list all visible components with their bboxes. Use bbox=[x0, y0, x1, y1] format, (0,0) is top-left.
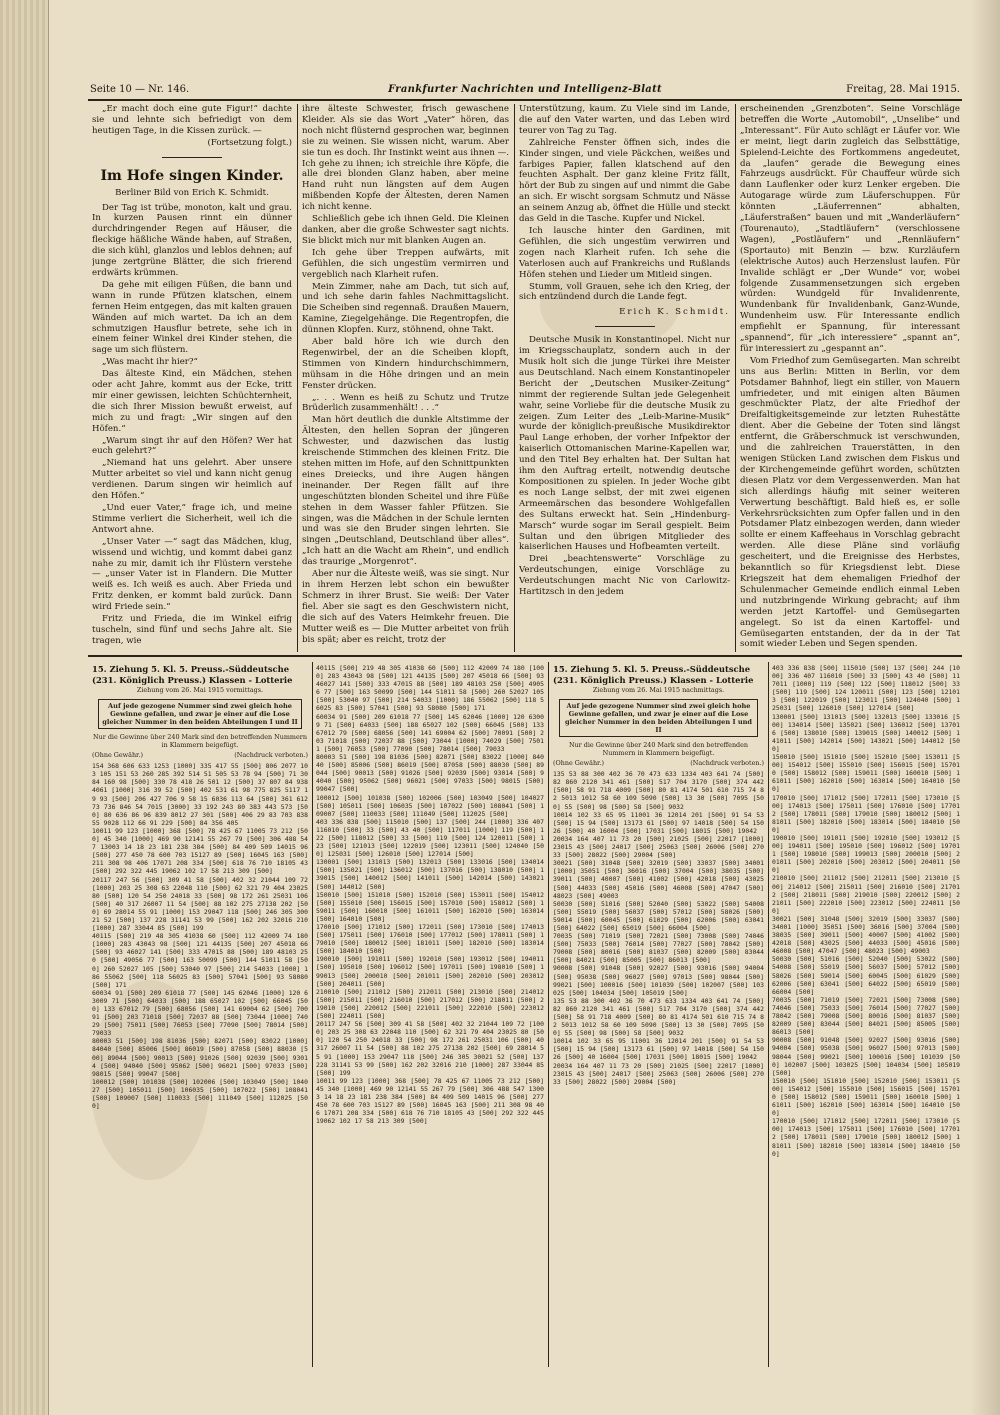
page-stack-edge bbox=[0, 0, 49, 1415]
number-block: 80003 51 [500] 198 81036 [500] 82071 [500] 83022 [1000] 84040 [500] 85006 [500] 86019 [500] 87058 [500] 88030 [500] 89044 [500] 90013 [500] 91026 [500] 92039 [500] 93014 [500] 94040 [500] 95062 [500] 96021 [500] 97033 [500] 98015 [500] 99047 [500] bbox=[316, 753, 544, 794]
no-warranty-note: (Ohne Gewähr.) bbox=[92, 751, 143, 760]
news-item: Drei „beachtenswerte“ Vorschläge zu Verdeutschungen, einige Vorschläge zu Verdeutschungen macht Nic von Carlowitz-Hartitzsch in den jedem bbox=[519, 554, 730, 598]
number-block: 130001 [500] 131013 [500] 132013 [500] 133016 [500] 134014 [500] 135021 [500] 136012 [500] 137016 [500] 138010 [500] 139015 [500] 140012 [500] 141011 [500] 142014 [500] 143021 [500] 144012 [500] bbox=[316, 858, 544, 891]
number-block: 154 368 606 633 1253 [1000] 335 417 55 [500] 806 2077 103 105 151 53 260 285 392 514 51 505 53 78 94 [500] 71 3084 160 98 [500] 330 78 418 26 501 12 [500] 37 807 84 938 4061 [1000] 316 39 52 [500] 402 531 61 98 775 825 5117 19 93 [500] 206 427 706 9 58 15 6036 113 64 [500] 361 612 73 736 846 54 7015 [3000] 33 192 243 80 383 443 573 [500] 80 636 86 96 839 8012 27 301 [500] 406 29 83 703 838 55 9028 112 66 91 229 [500] 84 356 405 bbox=[92, 762, 308, 827]
lottery-notice-box: Auf jede gezogene Nummer sind zwei gleich hohe Gewinne gefallen, und zwar je einer auf die Lose gleicher Nummer in den beiden Abteilungen I und II bbox=[98, 699, 302, 729]
number-block: 30021 [500] 31048 [500] 32019 [500] 33037 [500] 34001 [1000] 35051 [500] 36016 [500] 37004 [500] 38035 [500] 39011 [500] 40007 [500] 41002 [500] 42018 [500] 43025 [500] 44033 [500] 45016 [500] 46008 [500] 47047 [500] 48023 [500] 49003 bbox=[553, 859, 764, 900]
article-paragraph: Der Tag ist trübe, monoton, kalt und grau. In kurzen Pausen rinnt ein dünner durchdringender Regen auf Häuser, die fleckige häßliche Wände haben, auf Straßen, die sich kühl, glanzlos und leblos dehnen; auf junge zertgrüne Blätter, die sich frierend erdwärts krümmen. bbox=[92, 202, 292, 278]
number-block: 100012 [500] 101038 [500] 102006 [500] 103049 [500] 104027 [500] 105011 [500] 106035 [500] 107022 [500] 108041 [500] 109007 [500] 110033 [500] 111049 [500] 112025 [500] bbox=[92, 1077, 308, 1111]
number-block: 10011 99 123 [1000] 368 [500] 78 425 67 11005 73 212 [500] 45 340 [1000] 469 90 12141 55 267 79 [500] 306 488 547 13003 14 18 23 181 238 384 [500] 84 409 509 14015 96 [500] 277 450 78 600 703 15127 89 [500] 16045 163 [500] 211 308 98 406 17071 208 334 [500] 618 76 710 18105 43 [500] 292 322 445 19062 102 17 58 213 309 [500] bbox=[92, 826, 308, 876]
reprint-note: (Nachdruck verboten.) bbox=[234, 751, 308, 760]
number-block: 50030 [500] 51016 [500] 52040 [500] 53022 [500] 54008 [500] 55019 [500] 56037 [500] 57012 [500] 58026 [500] 59014 [500] 60045 [500] 61029 [500] 62006 [500] 63041 [500] 64022 [500] 65019 [500] 66004 [500] bbox=[553, 899, 764, 932]
article-column-3 bbox=[519, 104, 730, 652]
lottery-note-line bbox=[553, 759, 764, 767]
article-paragraph: Ich gehe über Treppen aufwärts, mit Gefühlen, die sich ungestüm vermirren und vergeblich nach Klarheit rufen. bbox=[302, 247, 509, 280]
news-item: Deutsche Musik in Konstantinopel. Nicht nur im Kriegsschauplatz, sondern auch in der Musik holt sich die junge Türkei ihre Meister aus Deutschland. Nach einem Konstantinopeler Bericht der „Deutschen Musiker-Zeitung“ nimmt der regierende Sultan jede Gelegenheit wahr, seine Vorliebe für die deutsche Musik zu zeigen. Zum Leiter des „Leib-Marine-Musik“ wurde der königlich-preußische Musikdirektor Paul Lange erhoben, der vorher Infpektor der kaiserlich Ottomanischen Marine-Kapellen war, und den Titel Bey erhalten hat. Der Sultan hat ihm den Auftrag erteilt, notwendig deutsche Kompositionen zu spielen. In jeder Woche gibt es noch Lange selbst, der mit zwei eigenen Armeemärschen das besondere Wohlgefallen des Sultans erweckt hat. Sein „Hindenburg-Marsch“ wurde sogar im Serail gespielt. Beim Sultan und den übrigen Mitglieder des kaiserlichen Hauses und Hofbeamten verteilt. bbox=[519, 335, 730, 553]
number-block: 135 53 88 300 402 36 70 473 633 1334 403 641 74 [500] 82 860 2120 341 461 [500] 517 704 3170 [500] 374 442 [500] 58 91 718 4009 [500] 80 81 4174 501 610 715 74 82 5013 1012 58 60 109 5090 [500] 13 30 [500] 7095 [500] 55 [500] 98 [500] 58 [500] 9032 bbox=[553, 996, 764, 1038]
number-block: 90008 [500] 91048 [500] 92027 [500] 93016 [500] 94004 [500] 95038 [500] 96027 [500] 97013 [500] 98044 [500] 99021 [500] 100016 [500] 101039 [500] 102007 [500] 103025 [500] 104034 [500] 105019 [500] bbox=[553, 964, 764, 997]
article-paragraph: „Unser Vater —“ sagt das Mädchen, klug, wissend und wichtig, und kommt dabei ganz nahe zu mir, damit ich ihr Flüstern verstehe — „unser Vater ist in Flandern. Die Mutter weiß es. Ich weiß es auch. Aber Frieda und Fritz denken, er kommt bald zurück. Dann wird Friede sein.“ bbox=[92, 536, 292, 613]
article-paragraph: Das älteste Kind, ein Mädchen, stehen oder acht Jahre, kommt aus der Ecke, tritt mir einer gewissen, leichten Schüchternheit, die sich Ihrer Mission bewußt erweist, auf mich zu und fragt: „Wir singen auf den Höfen.“ bbox=[92, 369, 292, 434]
number-block: 20034 164 407 11 73 20 [500] 21025 [500] 22017 [1000] 23015 43 [500] 24017 [500] 25063 [500] 26006 [500] 27033 [500] 28022 [500] 29004 [500] bbox=[553, 1061, 764, 1086]
serial-continued-note: (Fortsetzung folgt.) bbox=[207, 137, 292, 148]
lottery-note: Nur die Gewinne über 240 Mark sind den betreffenden Nummern in Klammern beigefügt. bbox=[568, 741, 749, 758]
number-block: 10011 99 123 [1000] 368 [500] 78 425 67 11005 73 212 [500] 45 340 [1000] 469 90 12141 55 267 79 [500] 306 488 547 13003 14 18 23 181 238 384 [500] 84 409 509 14015 96 [500] 277 450 78 600 703 15127 89 [500] 16045 163 [500] 211 308 98 406 17071 208 334 [500] 618 76 710 18105 43 [500] 292 322 445 19062 102 17 58 213 309 [500] bbox=[316, 1076, 544, 1126]
number-block: 60034 91 [500] 209 61018 77 [500] 145 62046 [1000] 120 63009 71 [500] 64033 [500] 188 65027 102 [500] 66045 [500] 133 67012 79 [500] 68056 [500] 141 69004 62 [500] 70091 [500] 203 71018 [500] 72037 88 [500] 73044 [1000] 74029 [500] 75011 [500] 76053 [500] 77090 [500] 78014 [500] 79033 bbox=[92, 988, 308, 1038]
number-block: 170010 [500] 171012 [500] 172011 [500] 173010 [500] 174013 [500] 175011 [500] 176010 [500] 177012 [500] 178011 [500] 179010 [500] 180012 [500] 181011 [500] 182010 [500] 183014 [500] 184010 [500] bbox=[772, 793, 960, 834]
column-divider bbox=[312, 662, 313, 1367]
number-block: 10014 102 33 65 95 11001 36 12014 201 [500] 91 54 53 [500] 15 94 [500] 13173 61 [500] 97 14018 [500] 54 15026 [500] 40 16004 [500] 17031 [500] 18015 [500] 19042 bbox=[553, 810, 764, 835]
number-block: 130001 [500] 131013 [500] 132013 [500] 133016 [500] 134014 [500] 135021 [500] 136012 [500] 137016 [500] 138010 [500] 139015 [500] 140012 [500] 141011 [500] 142014 [500] 143021 [500] 144012 [500] bbox=[772, 712, 960, 753]
section-rule bbox=[595, 326, 655, 327]
number-block: 70035 [500] 71019 [500] 72021 [500] 73008 [500] 74046 [500] 75033 [500] 76014 [500] 77027 [500] 78042 [500] 79008 [500] 80016 [500] 81037 [500] 82009 [500] 83044 [500] 84021 [500] 85005 [500] 86013 [500] bbox=[772, 995, 960, 1037]
number-block: 210010 [500] 211012 [500] 212011 [500] 213010 [500] 214012 [500] 215011 [500] 216010 [500] 217012 [500] 218011 [500] 219010 [500] 220012 [500] 221011 [500] 222010 [500] 223012 [500] 224011 [500] bbox=[316, 987, 544, 1021]
number-block: 150010 [500] 151010 [500] 152010 [500] 153011 [500] 154012 [500] 155010 [500] 156015 [500] 157010 [500] 158012 [500] 159011 [500] 160010 [500] 161011 [500] 162010 [500] 163014 [500] 164010 [500] bbox=[772, 753, 960, 794]
number-block: 190010 [500] 191011 [500] 192010 [500] 193012 [500] 194011 [500] 195010 [500] 196012 [500] 197011 [500] 198010 [500] 199013 [500] 200010 [500] 201011 [500] 202010 [500] 203012 [500] 204011 [500] bbox=[316, 955, 544, 988]
lottery-title: 15. Ziehung 5. Kl. 5. Preuss.-Süddeutsche bbox=[92, 664, 290, 674]
article-paragraph: Aber bald höre ich wie durch den Regenwirbel, der an die Scheiben klopft, Stimmen von Kindern hindurchschimmern, mühsam in die Höhe dringen und an mein Fenster drücken. bbox=[302, 337, 509, 391]
column-divider bbox=[768, 662, 769, 1367]
article-column-2 bbox=[302, 104, 509, 652]
article-paragraph: Ich lausche hinter den Gardinen, mit Gefühlen, die sich ungestüm verwirren und zogen nach Klarheit rufen. Ich sehe die Vaterlosen auch auf Frankreichs und Rußlands Höfen stehen und Lieder um Mitleid singen. bbox=[519, 225, 730, 280]
lottery-note: Nur die Gewinne über 240 Mark sind den betreffenden Nummern in Klammern beigefügt. bbox=[93, 733, 307, 750]
number-block: 210010 [500] 211012 [500] 212011 [500] 213010 [500] 214012 [500] 215011 [500] 216010 [500] 217012 [500] 218011 [500] 219010 [500] 220012 [500] 221011 [500] 222010 [500] 223012 [500] 224011 [500] bbox=[772, 874, 960, 915]
article-title: Im Hofe singen Kinder. bbox=[100, 167, 284, 184]
number-block: 190010 [500] 191011 [500] 192010 [500] 193012 [500] 194011 [500] 195010 [500] 196012 [500] 197011 [500] 198010 [500] 199013 [500] 200010 [500] 201011 [500] 202010 [500] 203012 [500] 204011 [500] bbox=[772, 833, 960, 875]
number-block: 40115 [500] 219 48 305 41038 60 [500] 112 42009 74 180 [1000] 283 43043 98 [500] 121 44135 [500] 207 45018 66 [500] 93 46027 141 [500] 333 47015 88 [500] 189 48103 250 [500] 49056 77 [500] 163 50099 [500] 144 51011 58 [500] 260 52027 105 [500] 53040 97 [500] 214 54033 [1000] 186 55062 [500] 118 56025 83 [500] 57041 [500] 93 58080 [500] 171 bbox=[316, 664, 544, 713]
column-divider bbox=[735, 104, 736, 652]
number-block: 135 53 88 300 402 36 70 473 633 1334 403 641 74 [500] 82 860 2120 341 461 [500] 517 704 3170 [500] 374 442 [500] 58 91 718 4009 [500] 80 81 4174 501 610 715 74 82 5013 1012 58 60 109 5090 [500] 13 30 [500] 7095 [500] 55 [500] 98 [500] 58 [500] 9032 bbox=[553, 770, 764, 811]
lottery-numbers bbox=[316, 664, 544, 1125]
number-block: 60034 91 [500] 209 61018 77 [500] 145 62046 [1000] 120 63009 71 [500] 64033 [500] 188 65027 102 [500] 66045 [500] 133 67012 79 [500] 68056 [500] 141 69004 62 [500] 70091 [500] 203 71018 [500] 72037 88 [500] 73044 [1000] 74029 [500] 75011 [500] 76053 [500] 77090 [500] 78014 [500] 79033 bbox=[316, 712, 544, 753]
number-block: 90008 [500] 91048 [500] 92027 [500] 93016 [500] 94004 [500] 95038 [500] 96027 [500] 97013 [500] 98044 [500] 99021 [500] 100016 [500] 101039 [500] 102007 [500] 103025 [500] 104034 [500] 105019 [500] bbox=[772, 1036, 960, 1077]
page-header bbox=[90, 84, 960, 100]
number-block: 170010 [500] 171012 [500] 172011 [500] 173010 [500] 174013 [500] 175011 [500] 176010 [500] 177012 [500] 178011 [500] 179010 [500] 180012 [500] 181011 [500] 182010 [500] 183014 [500] 184010 [500] bbox=[772, 1117, 960, 1158]
lottery-subtitle: (231. Königlich Preuss.) Klassen - Lotterie bbox=[553, 674, 754, 685]
number-block: 20034 164 407 11 73 20 [500] 21025 [500] 22017 [1000] 23015 43 [500] 24017 [500] 25063 [500] 26006 [500] 27033 [500] 28022 [500] 29004 [500] bbox=[553, 834, 764, 860]
lottery-numbers bbox=[553, 770, 764, 1086]
newspaper-title: Frankfurter Nachrichten und Intelligenz-Blatt bbox=[388, 84, 662, 95]
number-block: 70035 [500] 71019 [500] 72021 [500] 73008 [500] 74046 [500] 75033 [500] 76014 [500] 77027 [500] 78042 [500] 79008 [500] 80016 [500] 81037 [500] 82009 [500] 83044 [500] 84021 [500] 85005 [500] 86013 [500] bbox=[553, 932, 764, 965]
lottery-list-continued bbox=[316, 664, 544, 1364]
number-block: 20117 247 56 [500] 309 41 58 [500] 402 32 21044 109 72 [1000] 203 25 308 63 22048 110 [500] 62 321 79 404 23025 80 [500] 120 54 250 24018 33 [500] 98 172 261 25031 106 [500] 40 317 26007 11 54 [500] 88 102 275 27138 202 [500] 69 28014 55 91 [1000] 153 29047 118 [500] 246 305 30021 52 [500] 137 228 31141 53 99 [500] 162 202 32016 210 [1000] 287 33044 85 [500] 199 bbox=[316, 1020, 544, 1077]
lottery-date: Ziehung vom 26. Mai 1915 vormittags. bbox=[136, 686, 264, 694]
number-block: 30021 [500] 31048 [500] 32019 [500] 33037 [500] 34001 [1000] 35051 [500] 36016 [500] 37004 [500] 38035 [500] 39011 [500] 40007 [500] 41002 [500] 42018 [500] 43025 [500] 44033 [500] 45016 [500] 46008 [500] 47047 [500] 48023 [500] 49003 bbox=[772, 914, 960, 956]
news-item: erscheinenden „Grenzboten“. Seine Vorschläge betreffen die Worte „Automobil“, „Unselibe“ und „Interessant“. Für Auto schlägt er Läufer vor. Wie er meint, liegt darin zugleich das Selbsttätige, Spielend-Leichte des Fortkommens angedeutet, da „laufen“ gerade die Bewegung eines Fahrzeugs ausdrückt. Für Chauffeur würde sich dann Lauflenker oder kurz Lenker ergeben. Die Autogarage würde zum Läuferschuppen. Für könnten „Läuferrennen“ abhalten, „Läuferstraßen“ bauen und mit „Wanderläufern“ (Tourenauto), „Stadtläufern“ (verschlossene Wagen), „Postläufern“ und „Rennläufern“ (Sportauto) mit Benzin — bzw. Kurzläufern (elektrische Autos) auch Herzenslust laufen. Für Invalide schlägt er „Der Wunde“ vor, wobei folgende Zusammensetzungen sich ergeben würden: Wundgeld für Invalidenrente, Wundenbank für Invalidenbank, Ganz-Wunde, Wundenheim usw. Für Interessante endlich empfiehlt er Spannung, für interessant „spannend“, für „ich interessiere“ „spannt an“, für interessiert zu „gespannt an“. bbox=[740, 104, 960, 354]
lottery-title: 15. Ziehung 5. Kl. 5. Preuss.-Süddeutsche bbox=[553, 664, 751, 674]
article-paragraph: Da gehe mit eiligen Füßen, die bann und wann in runde Pfützen klatschen, einem fernen Heim entgegen, das mit kalten grauen Wänden auf mich wartet. Da ich an dem schmutzigen Hausflur betrete, sehe ich in einem feiner Winkel drei Kinder stehen, die sage um sich flüstern. bbox=[92, 279, 292, 356]
column-divider bbox=[548, 662, 549, 1367]
article-paragraph: „Und euer Vater,“ frage ich, und meine Stimme verliert die Sicherheit, weil ich die Antwort ahne. bbox=[92, 503, 292, 535]
section-rule bbox=[162, 157, 222, 158]
number-block: 100012 [500] 101038 [500] 102006 [500] 103049 [500] 104027 [500] 105011 [500] 106035 [500] 107022 [500] 108041 [500] 109007 [500] 110033 [500] 111049 [500] 112025 [500] bbox=[316, 793, 544, 818]
number-block: 150010 [500] 151010 [500] 152010 [500] 153011 [500] 154012 [500] 155010 [500] 156015 [500] 157010 [500] 158012 [500] 159011 [500] 160010 [500] 161011 [500] 162010 [500] 163014 [500] 164010 [500] bbox=[316, 890, 544, 923]
lottery-subtitle: (231. Königlich Preuss.) Klassen - Lotterie bbox=[92, 674, 293, 685]
article-paragraph: ihre älteste Schwester, frisch gewaschene Kleider. Als sie das Wort „Vater“ hören, das noch nicht flüsternd gesprochen war, beginnen sie zu weinen. Sie wissen nicht, warum. Aber sie tun es doch. Ihr Instinkt weint aus ihnen —. Ich gehe zu ihnen; ich streichle ihre Köpfe, die alle drei blonden Glanz haben, aber meine Hand ruht nun längsten auf dem Augen mißbenden Kopfe der Ältesten, deren Namen ich nicht kenne. bbox=[302, 104, 509, 213]
article-paragraph: Stumm, voll Grauen, sehe ich den Krieg, der sich entzündend durch die Lande fegt. bbox=[519, 281, 730, 303]
number-block: 150010 [500] 151010 [500] 152010 [500] 153011 [500] 154012 [500] 155010 [500] 156015 [500] 157010 [500] 158012 [500] 159011 [500] 160010 [500] 161011 [500] 162010 [500] 163014 [500] 164010 [500] bbox=[772, 1076, 960, 1118]
number-block: 40115 [500] 219 48 305 41038 60 [500] 112 42009 74 180 [1000] 283 43043 98 [500] 121 44135 [500] 207 45018 66 [500] 93 46027 141 [500] 333 47015 88 [500] 189 48103 250 [500] 49056 77 [500] 163 50099 [500] 144 51011 58 [500] 260 52027 105 [500] 53040 97 [500] 214 54033 [1000] 186 55062 [500] 118 56025 83 [500] 57041 [500] 93 58080 [500] 171 bbox=[92, 932, 308, 989]
column-divider bbox=[514, 104, 515, 652]
number-block: 170010 [500] 171012 [500] 172011 [500] 173010 [500] 174013 [500] 175011 [500] 176010 [500] 177012 [500] 178011 [500] 179010 [500] 180012 [500] 181011 [500] 182010 [500] 183014 [500] 184010 [500] bbox=[316, 923, 544, 956]
number-block: 403 336 838 [500] 115010 [500] 137 [500] 244 [1000] 336 407 116010 [500] 33 [500] 43 40 [500] 117011 [1000] 119 [500] 122 [500] 118012 [500] 33 [500] 119 [500] 124 120011 [500] 123 [500] 121013 [500] 122019 [500] 123011 [500] 124040 [500] 125031 [500] 126010 [500] 127014 [500] bbox=[316, 817, 544, 859]
lottery-notice-box: Auf jede gezogene Nummer sind zwei gleich hohe Gewinne gefallen, und zwar je einer auf die Lose gleicher Nummer in den beiden Abteilungen I und II bbox=[559, 699, 758, 737]
lottery-list-continued-right bbox=[772, 664, 960, 1364]
article-column-4 bbox=[740, 104, 960, 652]
reprint-note: (Nachdruck verboten.) bbox=[690, 759, 764, 768]
article-paragraph: Zahlreiche Fenster öffnen sich, indes die Kinder singen, und viele Päckchen, weißes und farbiges Papier, fallen klatschend auf den feuchten Asphalt. Der ganz kleine Fritz fällt, hört der Bub zu singen auf und nimmt die Gabe an sich. Er wischt sorgsam Schmutz und Nässe an seinem Anzug ab, öffnet die Hülle und steckt das Geld in die Tasche. Kupfer und Nickel. bbox=[519, 137, 730, 225]
issue-date: Freitag, 28. Mai 1915. bbox=[846, 84, 960, 95]
number-block: 10014 102 33 65 95 11001 36 12014 201 [500] 91 54 53 [500] 15 94 [500] 13173 61 [500] 97 14018 [500] 54 15026 [500] 40 16004 [500] 17031 [500] 18015 [500] 19042 bbox=[553, 1037, 764, 1062]
no-warranty-note: (Ohne Gewähr.) bbox=[553, 759, 604, 768]
article-paragraph: „Was macht ihr hier?“ bbox=[102, 357, 198, 368]
serial-ending: „Er macht doch eine gute Figur!“ dachte sie und lehnte sich befriedigt von dem heutigen Tage, in die Kissen zurück. — bbox=[92, 104, 292, 136]
article-paragraph: „. . . Wenn es heiß zu Schutz und Trutze Brüderlich zusammenhält! . . .“ bbox=[302, 392, 509, 414]
article-column-1 bbox=[92, 104, 292, 652]
section-divider bbox=[88, 655, 962, 657]
lottery-list-morning bbox=[92, 664, 308, 1364]
lottery-date: Ziehung vom 26. Mai 1915 nachmittags. bbox=[592, 686, 725, 694]
lottery-note-line bbox=[92, 751, 308, 759]
article-paragraph: „Niemand hat uns gelehrt. Aber unsere Mutter arbeitet so viel und kann nicht genug verdienen. Darum singen wir heimlich auf den Höfen.“ bbox=[92, 458, 292, 502]
article-paragraph: Unterstützung, kaum. Zu Viele sind im Lande, die auf den Vater warten, und das Leben wird teurer von Tag zu Tag. bbox=[519, 104, 730, 136]
page-number: Seite 10 — Nr. 146. bbox=[90, 84, 190, 95]
article-paragraph: Aber nur die Älteste weiß, was sie singt. Nur in ihrem Herzen lebt schon ein bewußter Schmerz in ihrer Brust. Sie weiß: Der Vater fiel. Aber sie sagt es den Geschwistern nicht, die sich auf des Vaters Heimkehr freuen. Die Mutter weiß es — Die Mutter arbeitet von früh bis spät; aber es reicht, trotz der bbox=[302, 569, 509, 645]
news-item: Vom Friedhof zum Gemüsegarten. Man schreibt uns aus Berlin: Mitten in Berlin, vor dem Potsdamer Bahnhof, liegt ein stiller, von Mauern umfriedeter, und mit einigen alten Bäumen geschmückter Platz, der alte Friedhof der Dreifaltigkeitsgemeinde zur letzten Ruhestätte dient. Aber die Gebeine der Toten sind längst entfernt, die Gräberschmuck ist verschwunden, und die zahlreichen Trauerstätten, in den wenigen Stücken Land zwischen dem Fiskus und der Kirchengemeinde geführt worden, schützten diesen Platz vor dem Vergessenwerden. Man hat sich allerdings häufig mit seiner weiteren Verwertung beschäftigt. Bald hieß es, er solle Verkehrsrücksichten zum Opfer fallen und in den Potsdamer Platz einbezogen werden, dann wieder sollte er einem Kaffeehaus in Vorschlag gebracht werden. Alle diese Pläne sind vorläufig gescheitert, und die Ereignisse des Herbstes, bekanntlich so für Kriegsdienst lebt. Diese Kriegszeit hat dem ehemaligen Friedhof der Schulenmacher Gemeinde endlich einmal Leben und nutzbringende Wirkung gebracht; auf ihm werden jetzt Kartoffel- und Gemüsegarten angelegt. So ist da einen Kartoffel- und Gemüsegarten entstanden, der da in der Tat somit wieder Leben und Segen spenden. bbox=[740, 355, 960, 650]
article-signature: Erich K. Schmidt. bbox=[619, 307, 730, 318]
article-byline: Berliner Bild von Erich K. Schmidt. bbox=[115, 187, 269, 198]
number-block: 20117 247 56 [500] 309 41 58 [500] 402 32 21044 109 72 [1000] 203 25 308 63 22048 110 [500] 62 321 79 404 23025 80 [500] 120 54 250 24018 33 [500] 98 172 261 25031 106 [500] 40 317 26007 11 54 [500] 88 102 275 27138 202 [500] 69 28014 55 91 [1000] 153 29047 118 [500] 246 305 30021 52 [500] 137 228 31141 53 99 [500] 162 202 32016 210 [1000] 287 33044 85 [500] 199 bbox=[92, 875, 308, 933]
column-divider bbox=[297, 104, 298, 652]
number-block: 80003 51 [500] 198 81036 [500] 82071 [500] 83022 [1000] 84040 [500] 85006 [500] 86019 [500] 87058 [500] 88030 [500] 89044 [500] 90013 [500] 91026 [500] 92039 [500] 93014 [500] 94040 [500] 95062 [500] 96021 [500] 97033 [500] 98015 [500] 99047 [500] bbox=[92, 1037, 308, 1078]
number-block: 403 336 838 [500] 115010 [500] 137 [500] 244 [1000] 336 407 116010 [500] 33 [500] 43 40 [500] 117011 [1000] 119 [500] 122 [500] 118012 [500] 33 [500] 119 [500] 124 120011 [500] 123 [500] 121013 [500] 122019 [500] 123011 [500] 124040 [500] 125031 [500] 126010 [500] 127014 [500] bbox=[772, 664, 960, 713]
article-paragraph: Schließlich gebe ich ihnen Geld. Die Kleinen danken, aber die große Schwester sagt nichts. Sie blickt mich nur mit blanken Augen an. bbox=[302, 214, 509, 246]
article-paragraph: „Warum singt ihr auf den Höfen? Wer hat euch gelehrt?“ bbox=[92, 435, 292, 457]
lottery-numbers bbox=[772, 664, 960, 1158]
lottery-numbers bbox=[92, 762, 308, 1110]
page-shadow bbox=[970, 0, 1000, 1415]
article-paragraph: Man hört deutlich die dunkle Altstimme der Ältesten, den hellen Sopran der jüngeren Schwester, und dazwischen das lustig kreischende Stimmchen des kleinen Fritz. Die stehen mitten im Hofe, auf den Schnittpunkten eines Dreiecks, und ihre Augen hängen ineinander. Der Regen fällt auf ihre ungeschützten blonden Scheitel und ihre Füße stehen in dem Wasser fahler Pfützen. Sie singen, was die Mädchen in der Schule lernten und was sie den Bruder singen lehrten. Sie singen „Deutschland, Deutschland über alles“. „Ich hatt an die Wacht am Rhein“, und endlich das traurige „Morgenrot“. bbox=[302, 415, 509, 568]
header-rule bbox=[88, 99, 962, 101]
lottery-list-afternoon bbox=[553, 664, 764, 1364]
number-block: 50030 [500] 51016 [500] 52040 [500] 53022 [500] 54008 [500] 55019 [500] 56037 [500] 57012 [500] 58026 [500] 59014 [500] 60045 [500] 61029 [500] 62006 [500] 63041 [500] 64022 [500] 65019 [500] 66004 [500] bbox=[772, 955, 960, 996]
article-paragraph: Fritz und Frieda, die im Winkel eifrig tuscheln, sind fünf und sechs Jahre alt. Sie tragen, wie bbox=[92, 614, 292, 646]
article-paragraph: Mein Zimmer, nahe am Dach, tut sich auf, und ich sehe darin fahles Nachmittagslicht. Die Scheiben sind regennaß. Draußen Mauern, Kamine, Ziegelgehänge. Die Regentropfen, die dünnen Klopfen. Kurz, stöhnend, ohne Takt. bbox=[302, 281, 509, 336]
